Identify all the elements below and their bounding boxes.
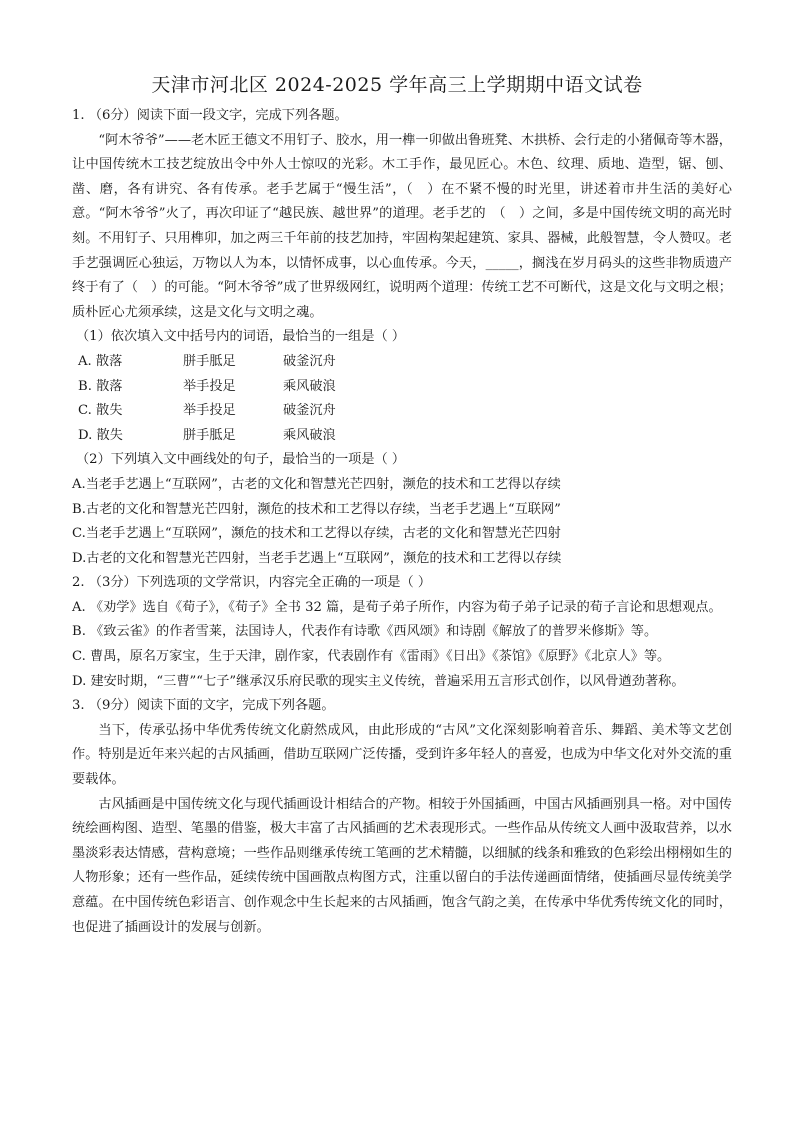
option-word-3: 乘风破浪 [283,378,336,394]
q1-sub1-option-c [72,399,732,424]
option-word-1: D. 散失 [78,427,123,443]
q1-heading: 1. （6分）阅读下面一段文字，完成下列各题。 [72,108,348,123]
option-word-2: 胼手胝足 [183,427,236,443]
q1-sub1-prompt: （1）依次填入文中括号内的词语，最恰当的一组是（ ） [76,329,406,345]
q2-heading: 2. （3分）下列选项的文学常识，内容完全正确的一项是（ ） [72,575,432,591]
q1-sub2-option-c: C.当老手艺遇上“互联网”，濒危的技术和工艺得以存续，古老的文化和智慧光芒四射 [72,526,561,542]
q1-sub1-option-b [72,375,732,400]
exam-body [72,104,732,940]
option-word-2: 胼手胝足 [183,353,236,369]
q3-heading: 3. （9分）阅读下面的文字，完成下列各题。 [72,698,335,714]
option-word-3: 破釜沉舟 [283,353,336,369]
q3-paragraph-1: 当下，传承弘扬中华优秀传统文化蔚然成风，由此形成的“古风”文化深刻影响着音乐、舞蹈、美术等文艺创作。特别是近年来兴起的古风插画，借助互联网广泛传播，受到许多年轻人的喜爱，也成为中华文化对外交流的重要载体。 [72,722,732,788]
q1-sub2-option-d: D.古老的文化和智慧光芒四射，当老手艺遇上“互联网”，濒危的技术和工艺得以存续 [72,550,562,566]
q1-sub2-option-b: B.古老的文化和智慧光芒四射，濒危的技术和工艺得以存续，当老手艺遇上“互联网” [72,501,561,517]
q1-sub2-prompt: （2）下列填入文中画线处的句子，最恰当的一项是（ ） [76,452,406,468]
q3-paragraph-2: 古风插画是中国传统文化与现代插画设计相结合的产物。相较于外国插画，中国古风插画别具一格。对中国传统绘画构图、造型、笔墨的借鉴，极大丰富了古风插画的艺术表现形式。一些作品从传统文人画中汲取营养，以水墨淡彩表达情感，营构意境；一些作品则继承传统工笔画的艺术精髓，以细腻的线条和雅致的色彩绘出栩栩如生的人物形象；还有一些作品，延续传统中国画散点构图方式，注重以留白的手法传递画面情绪，使插画尽显传统美学意蕴。在中国传统色彩语言、创作观念中生长起来的古风插画，饱含气韵之美，在传承中华优秀传统文化的同时，也促进了插画设计的发展与创新。 [72,796,732,935]
option-word-3: 破釜沉舟 [283,403,336,419]
page-title: 天津市河北区 2024-2025 学年高三上学期期中语文试卷 [151,74,643,96]
q2-option-b: B. 《致云雀》的作者雪莱，法国诗人，代表作有诗歌《西风颂》和诗剧《解放了的普罗米修斯》等。 [72,624,658,640]
option-word-1: A. 散落 [78,353,123,369]
q2-option-d: D. 建安时期，“三曹”“七子”继承汉乐府民歌的现实主义传统，普遍采用五言形式创作，以风骨遒劲著称。 [72,673,685,689]
q1-sub1-option-d [72,424,732,449]
q2-option-a: A. 《劝学》选自《荀子》，《荀子》全书 32 篇，是荀子弟子所作，内容为荀子弟子记录的荀子言论和思想观点。 [72,599,722,615]
option-word-3: 乘风破浪 [283,427,336,443]
option-word-2: 举手投足 [183,378,236,394]
q1-sub1-option-a [72,350,732,375]
q1-sub2-option-a: A.当老手艺遇上“互联网”，古老的文化和智慧光芒四射，濒危的技术和工艺得以存续 [72,476,561,492]
q1-passage: “阿木爷爷”——老木匠王德文不用钉子、胶水，用一榫一卯做出鲁班凳、木拱桥、会行走的小猪佩奇等木器，让中国传统木工技艺绽放出令中外人士惊叹的光彩。木工手作，最见匠心。木色、纹理、质地、造型，锯、刨、凿、磨，各有讲究、各有传承。老手艺属于“慢生活”，（ ）在不紧不慢的时光里，讲述着市井生活的美好心意。“阿木爷爷”火了，再次印证了“越民族、越世界”的道理。老手艺的 （ ）之间，多是中国传统文明的高光时刻。不用钉子、只用榫卯，加之两三千年前的技艺加持，牢固构架起建筑、家具、器械，此般智慧，令人赞叹。老手艺强调匠心独运，万物以人为本，以情怀成事，以心血传承。今天，_____，搁浅在岁月码头的这些非物质遗产终于有了（ ）的可能。“阿木爷爷”成了世界级网红，说明两个道理：传统工艺不可断代，这是文化与文明之根；质朴匠心尤须承续，这是文化与文明之魂。 [72,132,732,320]
option-word-1: B. 散落 [78,378,123,394]
option-word-1: C. 散失 [78,403,123,419]
option-word-2: 举手投足 [183,403,236,419]
q2-option-c: C. 曹禺，原名万家宝，生于天津，剧作家，代表剧作有《雷雨》《日出》《茶馆》《原野》《北京人》等。 [72,649,671,665]
